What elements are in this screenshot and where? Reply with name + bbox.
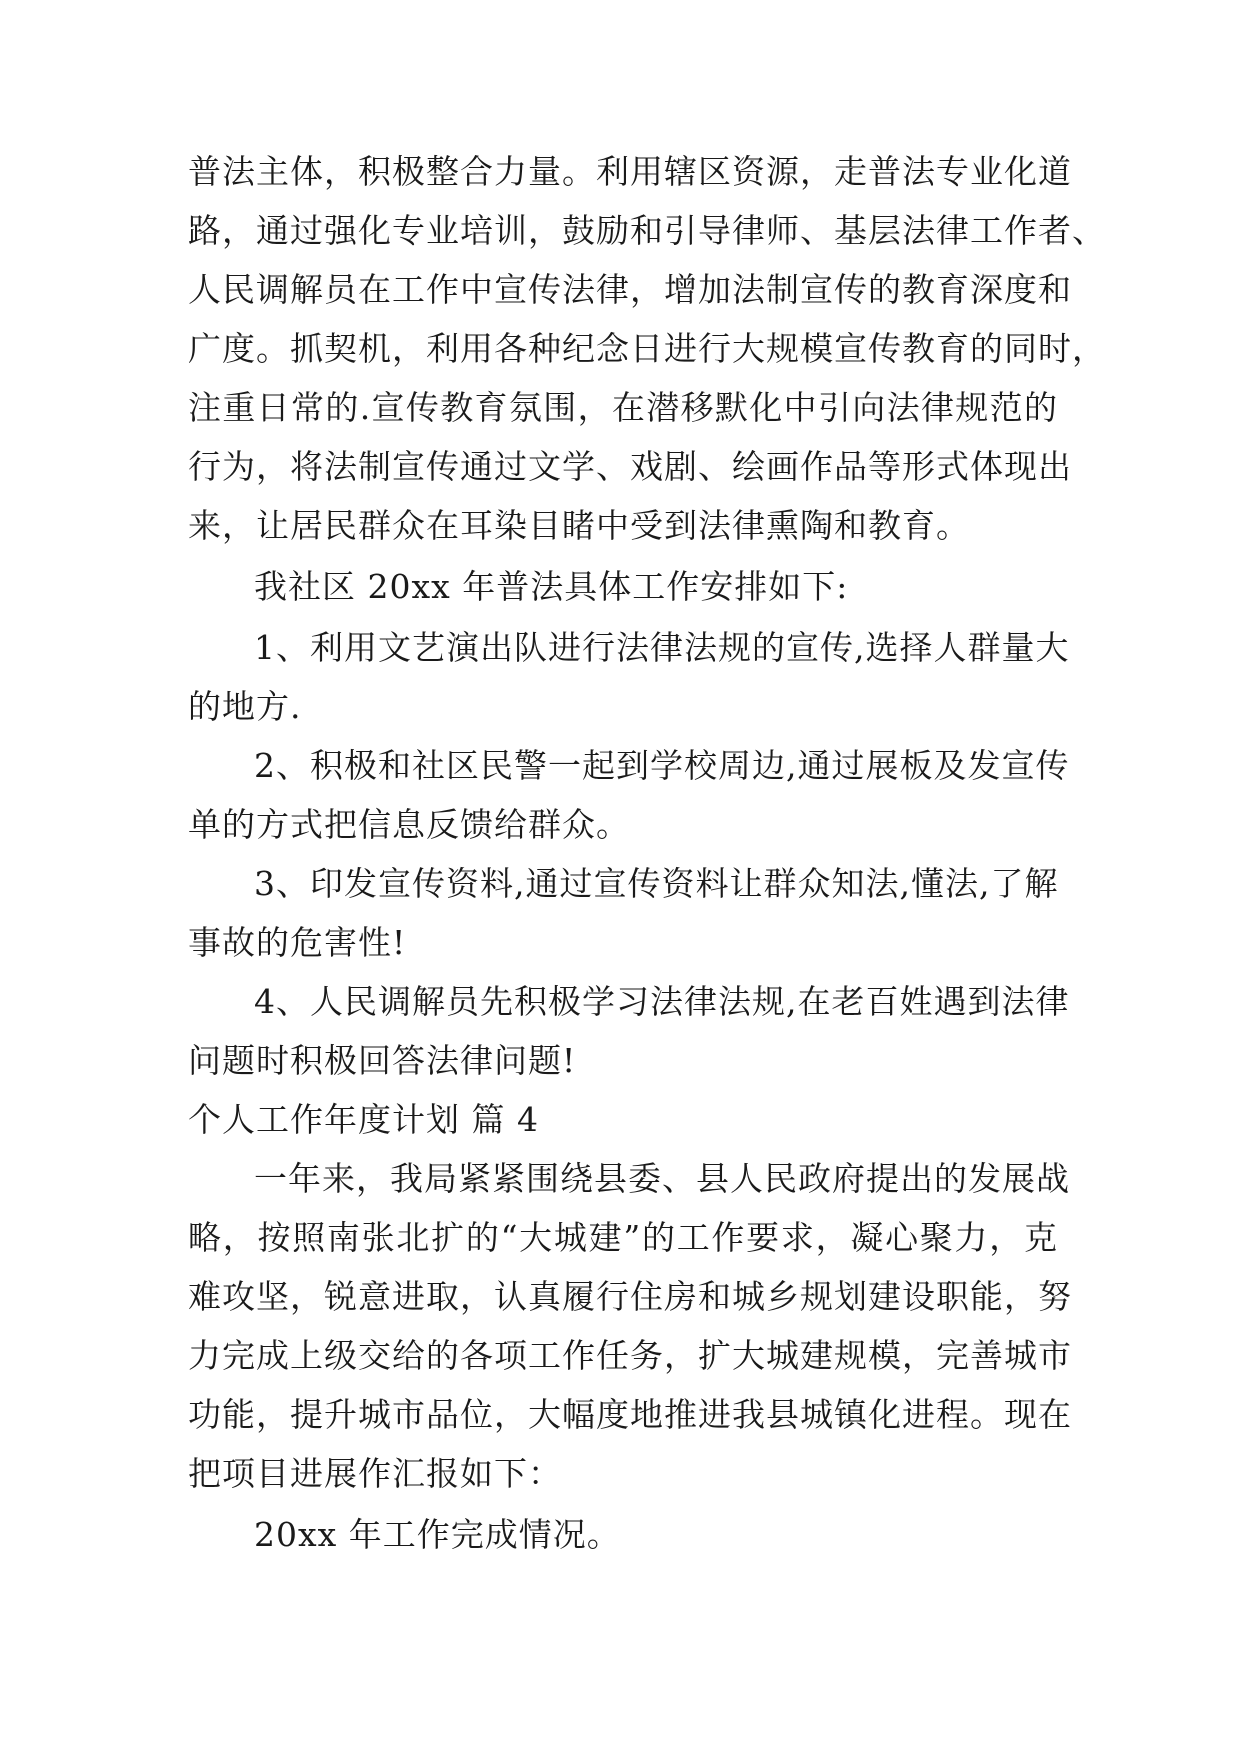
text-line: 注重日常的.宣传教育氛围，在潜移默化中引向法律规范的: [188, 388, 1058, 427]
text-line: 路，通过强化专业培训，鼓励和引导律师、基层法律工作者、: [188, 211, 1106, 250]
paragraph-start: 20xx 年工作完成情况。: [254, 1515, 621, 1554]
paragraph-start: 我社区 20xx 年普法具体工作安排如下:: [254, 567, 849, 606]
list-item-3: 3、印发宣传资料,通过宣传资料让群众知法,懂法,了解: [254, 864, 1059, 903]
text-line: 难攻坚，锐意进取，认真履行住房和城乡规划建设职能，努: [188, 1277, 1072, 1316]
text-line: 行为，将法制宣传通过文学、戏剧、绘画作品等形式体现出: [188, 447, 1072, 486]
text-line: 普法主体，积极整合力量。利用辖区资源，走普法专业化道: [188, 152, 1072, 191]
text-line: 略，按照南张北扩的“大城建”的工作要求，凝心聚力，克: [188, 1218, 1058, 1257]
text-line: 把项目进展作汇报如下：: [188, 1454, 562, 1493]
text-line: 广度。抓契机，利用各种纪念日进行大规模宣传教育的同时，: [188, 329, 1106, 368]
text-line: 功能，提升城市品位，大幅度地推进我县城镇化进程。现在: [188, 1395, 1072, 1434]
list-item-4: 4、人民调解员先积极学习法律法规,在老百姓遇到法律: [254, 982, 1070, 1021]
list-item-1: 1、利用文艺演出队进行法律法规的宣传,选择人群量大: [254, 628, 1070, 667]
text-line: 事故的危害性!: [188, 923, 407, 962]
list-item-2: 2、积极和社区民警一起到学校周边,通过展板及发宣传: [254, 746, 1070, 785]
text-line: 来，让居民群众在耳染目睹中受到法律熏陶和教育。: [188, 506, 970, 545]
text-line: 的地方.: [188, 687, 302, 726]
paragraph-start: 一年来，我局紧紧围绕县委、县人民政府提出的发展战: [254, 1159, 1070, 1198]
text-line: 单的方式把信息反馈给群众。: [188, 805, 630, 844]
text-line: 问题时积极回答法律问题!: [188, 1041, 577, 1080]
text-line: 人民调解员在工作中宣传法律，增加法制宣传的教育深度和: [188, 270, 1072, 309]
text-line: 力完成上级交给的各项工作任务，扩大城建规模，完善城市: [188, 1336, 1072, 1375]
section-heading: 个人工作年度计划 篇 4: [188, 1100, 539, 1139]
